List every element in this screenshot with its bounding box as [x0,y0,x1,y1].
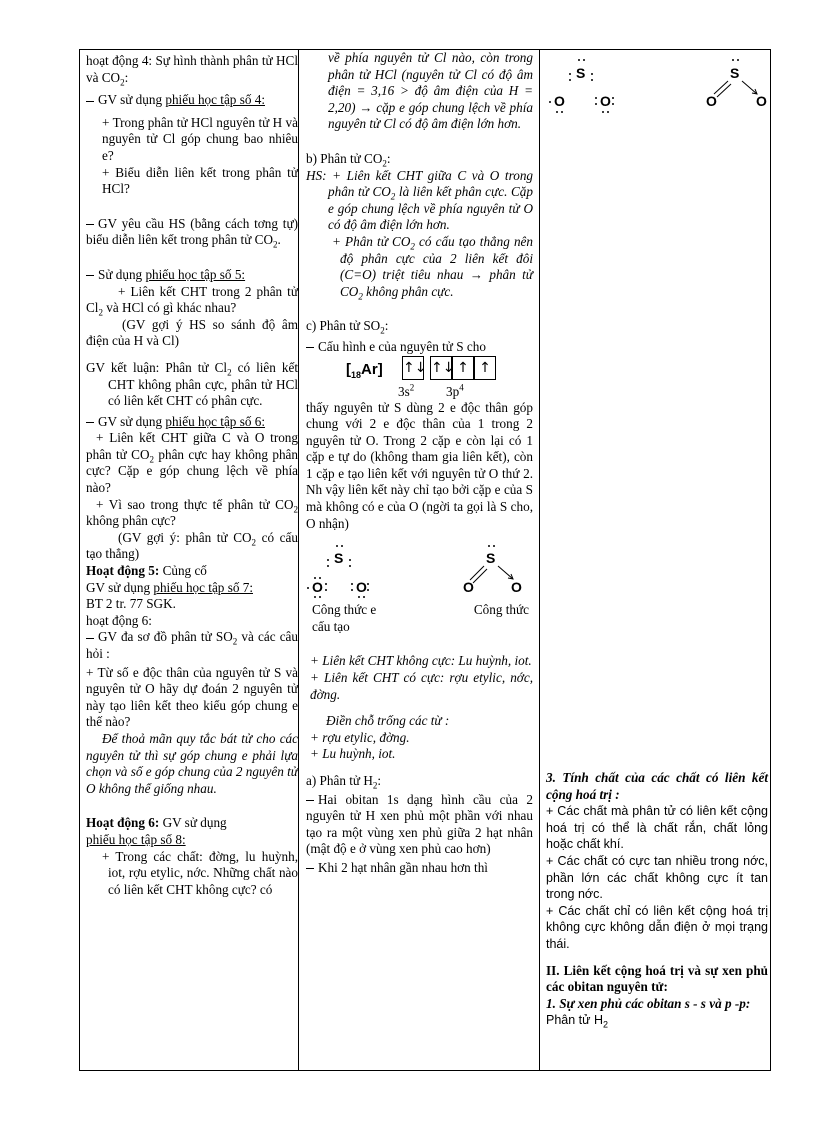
answer-polar: + Liên kết CHT có cực: rợu etylic, nớc, đờng. [310,670,533,702]
co2-heading: b) Phân tử $CO_2$: [306,150,391,169]
question-hcl-electrons: + Trong phân tử HCl nguyên tử H và nguyên tử Cl góp chung bao nhiêu e? [102,114,298,163]
octet-rule-note: Để thoả mãn quy tắc bát tử cho các nguyên tử thì sự góp chung e phải lựa chọn và số e góp chung của 2 nguyên tử O không thể giống nhau. [86,730,298,796]
worksheet-8-link: phiếu học tập số 8: [86,831,186,847]
worksheet-7-link: phiếu học tập số 7: [153,579,253,595]
covalent-properties-heading: 3. Tính chất của các chất có liên kết cộng hoá trị : [546,770,768,802]
board-electron-s: S [576,65,586,81]
formula-captions [306,602,533,619]
so2-bonding-explanation: thấy nguyên tử S dùng 2 e độc thân góp chung với 2 e độc thân của 1 trong 2 nguyên tử O. Trong 2 cặp e còn lại có 1 cặp e tự do (không tham gia liên kết), còn 1 cặp e tạo liên kết với nguyên tử O thứ 2. Nh vậy liên kết này chỉ tạo bởi cặp e của S mà không có e của O (ngời ta gọi là S cho, O nhận) [306,399,533,531]
worksheet-7-instruction: GV sử dụng phiếu học tập số 7: [86,579,253,595]
fill-blanks: Điền chỗ trống các từ : [326,713,450,729]
question-cl2-hcl: + Liên kết CHT trong 2 phân tử $Cl_2$ và HCl có gì khác nhau? [86,283,298,318]
property-conductivity: + Các chất chỉ có liên kết cộng hoá trị không cực không dẫn điện ở mọi trạng thái. [546,903,768,951]
lesson-table [79,49,771,1071]
question-so2-bonding: + Từ số e độc thân của nguyên tử S và nguyên tử O hãy dự đoán 2 nguyên tử này tạo liên kết theo kiểu góp chung e thế nào? [86,664,298,730]
property-states: + Các chất mà phân tử có liên kết cộng hoá trị có thể là chất rắn, chất lỏng hoặc chất khí. [546,804,768,852]
orbital-3p-1: ↑↓ [430,356,452,380]
orbital-diagram [306,356,533,400]
worksheet-4-instruction: GV sử dụng phiếu học tập số 4: [86,92,298,109]
co2-answer-2: + Phân tử $CO_2$ có cấu tạo thẳng nên độ phân cực của 2 liên kết đôi (C=O) triệt tiêu nhau → phân tử $CO_2$ không phân cực. [332,233,534,302]
column-divider-2 [539,50,540,1070]
h2-nuclei-text: Khi 2 hạt nhân gần nhau hơn thì [306,860,533,877]
exercise-reference: BT 2 tr. 77 SGK. [86,596,176,612]
electron-formula-o2: O [356,579,367,596]
h2-heading: a) Phân tử $H_2$: [306,773,382,791]
question-hcl-bond: + Biểu diễn liên kết trong phân tử HCl? [102,164,298,197]
so2-board-diagram [546,50,768,130]
question-substances: + Trong các chất: đờng, lu huỳnh, iot, rợu etylic, nớc. Những chất nào có liên kết CHT không cực? có [102,848,298,897]
fill-answer-1: + rợu etylic, đờng. [310,729,410,745]
column-divider-1 [298,50,299,1070]
structural-formula-o1: O [463,579,474,596]
worksheet-6-link: phiếu học tập số 6: [165,413,265,429]
caption-structural-formula: Công thức [473,602,529,618]
label-3s: $3s^2$ [398,382,415,399]
fill-answer-2: + Lu huỳnh, iot. [310,746,396,762]
activity-5-heading: Hoạt động 5: Củng cố [86,563,207,579]
so2-structure-diagram [306,532,533,602]
activity-6b-heading: Hoạt động 6: GV sử dụng [86,815,227,831]
argon-core: $[_{18}Ar]$ [346,360,383,380]
sulfur-config-intro: Cấu hình e của nguyên tử S cho [306,339,533,356]
co2-answer-1: HS: + Liên kết CHT giữa C và O trong phân tử $CO_2$ là liên kết phân cực. Cặp e góp chung lệch về phía nguyên tử O có độ âm điện lớn hơn. [306,167,534,233]
activity-6-title: hoạt động 6: [86,612,152,628]
property-solubility: + Các chất có cực tan nhiều trong nớc, phần lớn các chất không cực ít tan trong nớc. [546,853,768,902]
board-electron-o2: O [600,93,611,109]
hcl-explanation: về phía nguyên tử Cl nào, còn trong phân tử HCl (nguyên tử Cl có độ âm điện = 3,16 > độ âm điện của H = 2,20) → cặp e góp chung lệch về phía nguyên tử Cl có độ âm điện lớn hơn. [328,50,533,132]
h2-overlap-text: Hai obitan 1s dạng hình cầu của 2 nguyên tử H xen phủ một phần với nhau tạo ra một vùng xen phủ giữa 2 hạt nhân (mật độ e ở vùng xen phủ cao hơn) [306,791,533,857]
caption-structure: cấu tạo [312,618,350,634]
bond-lines [470,566,513,583]
so2-heading: c) Phân tử $SO_2$: [306,318,389,336]
board-structural-o2: O [756,93,767,109]
orbital-3s: ↑↓ [402,356,424,380]
worksheet-5-instruction: Sử dụng phiếu học tập số 5: [86,267,298,284]
orbital-overlap-heading: 1. Sự xen phủ các obitan s - s và p -p: [546,995,751,1011]
teacher-activity-column [86,50,298,898]
answer-nonpolar: + Liên kết CHT không cực: Lu huỳnh, iot. [310,653,532,669]
structural-formula-o2: O [511,579,522,596]
hint-co2-linear: (GV gợi ý: phân tử $CO_2$ có cấu tạo thẳng) [86,529,298,562]
board-bond-lines [714,81,757,97]
board-structural-s: S [730,65,740,81]
worksheet-4-link: phiếu học tập số 4: [165,92,265,108]
student-activity-column [306,50,533,877]
activity-4-heading: hoạt động 4: Sự hình thành phân tử HCl và $CO_2$: [86,53,298,88]
board-content-column [546,50,768,1029]
electron-formula-s: S [334,550,344,567]
h2-molecule-label: Phân tử $H_2$ [546,1013,609,1030]
worksheet-5-link: phiếu học tập số 5: [145,266,246,282]
so2-diagram-instruction: GV đa sơ đồ phân tử $SO_2$ và các câu hỏi : [86,629,298,661]
electron-formula-o1: O [312,579,323,596]
co2-instruction: GV yêu cầu HS (bằng cách tơng tự) biểu diễn liên kết trong phân tử $CO_2$. [86,215,298,250]
question-co2-nonpolar: + Vì sao trong thực tế phân tử $CO_2$ không phân cực? [86,496,298,529]
orbital-3p-2: ↑ [452,356,474,380]
label-3p: $3p^4$ [446,382,464,399]
hint-electronegativity: (GV gợi ý HS so sánh độ âm điện của H và Cl) [86,316,298,349]
conclusion-cl2: GV kết luận: Phân tử $Cl_2$ có liên kết CHT không phân cực, phân tử HCl có liên kết CHT có phân cực. [86,359,298,409]
orbital-3p-3: ↑ [474,356,496,380]
board-electron-o1: O [554,93,565,109]
section-ii-heading: II. Liên kết cộng hoá trị và sự xen phủ các obitan nguyên tử: [546,962,768,995]
board-structural-o1: O [706,93,717,109]
structural-formula-s: S [486,550,496,567]
caption-electron-formula: Công thức e [312,602,377,618]
worksheet-6-instruction: GV sử dụng phiếu học tập số 6: [86,414,298,431]
question-co2-polarity: + Liên kết CHT giữa C và O trong phân tử $CO_2$ phân cực hay không phân cực? Cặp e góp chung lệch về phía nào? [86,430,299,496]
